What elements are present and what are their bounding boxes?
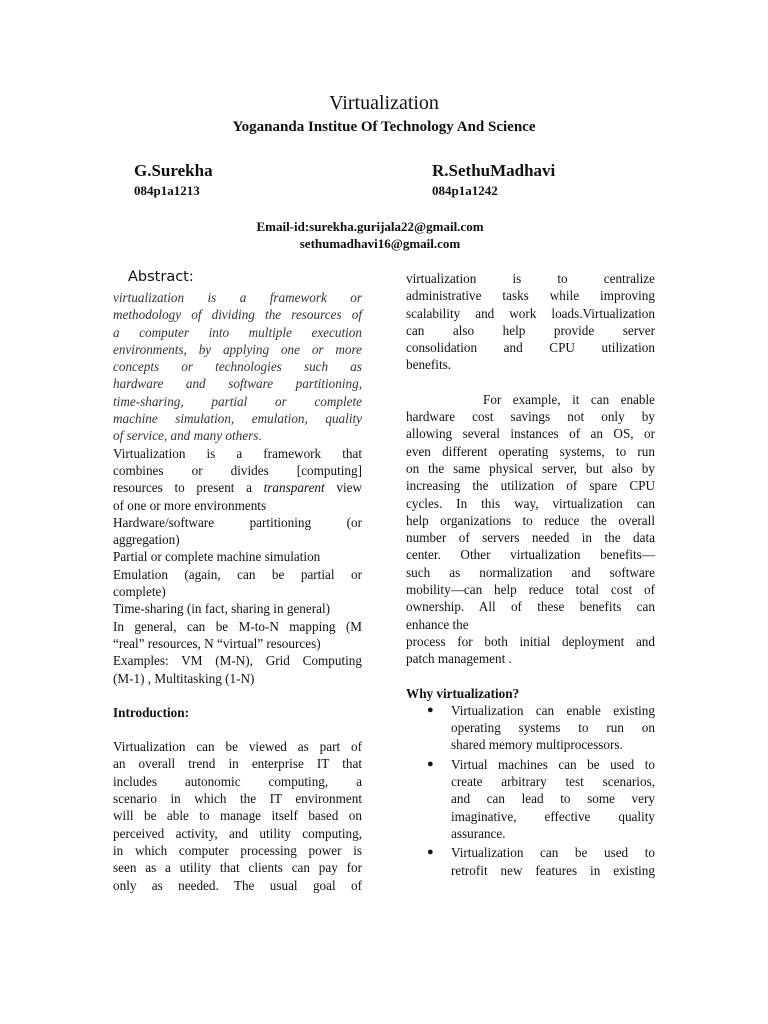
author-2-name: R.SethuMadhavi [432,161,556,180]
text-line: in which computer processing power is [113,842,362,858]
text-line: such as normalization and software [406,564,655,580]
author-1-id: 084p1a1213 [134,183,200,198]
text-line: Examples: VM (M-N), Grid Computing [113,653,362,669]
abstract-italic [113,289,362,445]
text-line: imaginative, effective quality [451,808,655,824]
author-2-id: 084p1a1242 [432,183,498,198]
text-line: Partial or complete machine simulation [113,549,321,565]
text-line: on the same physical server, but also by [406,460,655,476]
text-line: help organizations to reduce the overall [406,512,655,528]
text-line: concepts or technologies such as [113,359,362,375]
introduction-body [113,738,362,894]
text-line: methodology of dividing the resources of [113,307,362,323]
paper-title: Virtualization [329,92,439,114]
text-line: Virtualization can be viewed as part of [113,739,362,755]
text-line: a computer into multiple execution [113,324,362,340]
text-line: Virtualization is a framework that [113,445,362,461]
text-line: consolidation and CPU utilization [406,340,655,356]
transparent-word: transparent [263,480,325,496]
list-item [406,756,655,842]
text-line: retrofit new features in existing [451,862,655,878]
text-line: resources to present a transparent view [113,480,362,496]
right-column [406,270,655,879]
text-line: only as needed. The usual goal of [113,877,362,893]
text-line: combines or divides [computing] [113,462,362,478]
text-line: machine simulation, emulation, quality [113,411,362,427]
list-item [406,844,655,879]
text-line: Hardware/software partitioning (or [113,514,362,530]
text-line: virtualization is a framework or [113,290,362,305]
email-line-2: sethumadhavi16@gmail.com [299,236,461,251]
why-virtualization-list [406,702,655,879]
text-line: process for both initial deployment and [406,633,655,649]
text-line: center. Other virtualization benefits— [406,547,655,563]
text-line: allowing several instances of an OS, or [406,426,655,442]
text-line: increasing the utilization of spare CPU [406,478,655,494]
text-line: will be able to manage itself based on [113,808,362,824]
text-line: environments, by applying one or more [113,341,362,357]
text-line: Virtualization can enable existing [451,702,655,718]
text-line: perceived activity, and utility computing, [113,825,362,841]
text-line: of service, and many others. [113,428,262,444]
text-line: Virtual machines can be used to [451,756,655,772]
text-line: hardware cost savings not only by [406,409,655,425]
text-line: and can lead to some very [451,791,655,807]
text-line: scenario in which the IT environment [113,791,362,807]
text-line: complete) [113,584,166,600]
text-line: patch management . [406,651,512,667]
text-line: hardware and software partitioning, [113,376,362,392]
text-line: administrative tasks while improving [406,288,655,304]
bullet-icon: ● [427,757,434,770]
text-line: For example, it can enable [483,391,655,407]
text-line: even different operating systems, to run [406,443,655,459]
text-line: scalability and work loads.Virtualization [406,305,655,321]
bullet-icon: ● [427,703,434,716]
email-line-1: Email-id:surekha.gurijala22@gmail.com [256,219,484,234]
introduction-heading: Introduction: [113,704,189,720]
text-line: of one or more environments [113,497,267,513]
text-line: ownership. All of these benefits can [406,599,655,615]
text-line: Virtualization can be used to [451,845,655,861]
text-line: In general, can be M-to-N mapping (M [113,618,362,634]
text-line: time-sharing, partial or complete [113,393,362,409]
text-line: mobility—can help reduce total cost of [406,582,655,598]
text-line: an overall trend in enterprise IT that [113,756,362,772]
text-line: virtualization is to centralize [406,271,655,286]
abstract-heading: Abstract: [128,269,194,285]
why-virtualization-heading: Why virtualization? [406,685,520,701]
text-line: benefits. [406,357,452,373]
author-1-name: G.Surekha [134,161,213,180]
institution-name: Yogananda Institue Of Technology And Science [232,119,536,135]
text-line: assurance. [451,825,506,841]
text-line: seen as a utility that clients can pay for [113,860,362,876]
text-line: Time-sharing (in fact, sharing in general) [113,601,331,617]
text-line: can also help provide server [406,322,655,338]
bullet-icon: ● [427,846,434,859]
text-line: shared memory multiprocessors. [451,737,623,753]
text-line: includes autonomic computing, a [113,773,362,789]
left-column [113,289,362,894]
text-line: Emulation (again, can be partial or [113,566,362,582]
text-line: operating systems to run on [451,720,655,736]
text-line: number of servers needed in the data [406,530,655,546]
text-line: “real” resources, N “virtual” resources) [113,635,321,651]
text-line: cycles. In this way, virtualization can [406,495,655,511]
text-line: enhance the [406,616,469,632]
text-line: (M-1) , Multitasking (1-N) [113,670,255,686]
text-line: aggregation) [113,532,180,548]
list-item [406,702,655,754]
text-line: create arbitrary test scenarios, [451,774,655,790]
email-block [0,218,740,252]
